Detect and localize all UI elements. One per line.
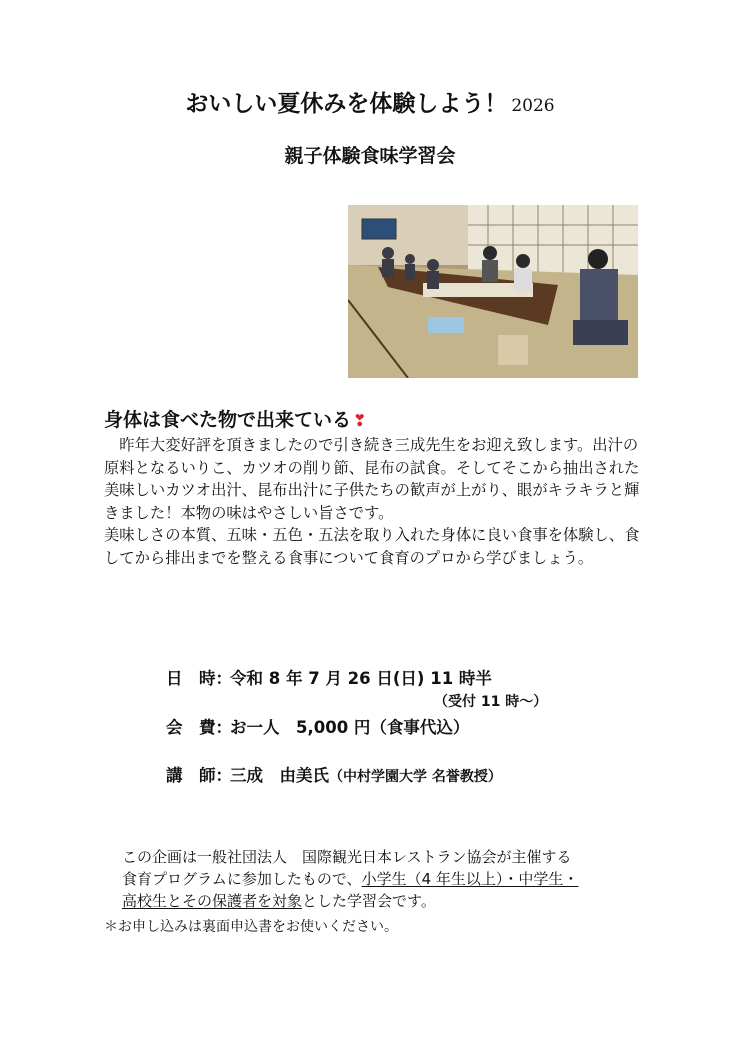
description-paragraph-2: 美味しさの本質、五味・五色・五法を取り入れた身体に良い食事を体験し、食してから排出までを整える食事について食育のプロから学びましょう。	[104, 526, 640, 567]
notice-line-2	[122, 868, 652, 890]
lecturer-affiliation: （中村学園大学 名誉教授）	[329, 769, 502, 785]
fee-row	[166, 714, 469, 738]
notice-line-2-underlined: 小学生（4 年生以上）・中学生・	[361, 870, 579, 888]
lecturer-value: 三成 由美氏	[230, 766, 329, 785]
page-subtitle: 親子体験食味学習会	[284, 145, 456, 167]
notice-line-2-plain: 食育プログラムに参加したもので、	[122, 870, 362, 888]
fee-label: 会 費：	[166, 718, 232, 737]
notice-line-1: この企画は一般社団法人 国際観光日本レストラン協会が主催する	[122, 848, 572, 866]
lecturer-label: 講 師：	[166, 766, 232, 785]
description	[104, 434, 644, 569]
title-text: おいしい夏休みを体験しよう！	[185, 91, 508, 117]
title-year: 2026	[511, 96, 555, 116]
reception-time: （受付 11 時～）	[434, 694, 548, 710]
date-value: 令和 8 年 7 月 26 日(日) 11 時半	[230, 669, 492, 688]
event-photo	[348, 205, 638, 378]
fee-value: お一人 5,000 円（食事代込）	[230, 718, 470, 737]
page-title	[0, 85, 740, 118]
heart-icon: ❣	[353, 411, 367, 430]
section-heading	[104, 405, 366, 432]
date-row	[166, 665, 492, 689]
heading-text: 身体は食べた物で出来ている	[104, 409, 352, 431]
lecturer-row	[166, 762, 502, 786]
notice-line-3-plain: とした学習会です。	[302, 892, 436, 910]
description-paragraph-1: 昨年大変好評を頂きましたので引き続き三成先生をお迎え致します。出汁の原料となるいりこ、カツオの削り節、昆布の試食。そしてそこから抽出された美味しいカツオ出汁、昆布出汁に子供たちの歓声が上がり、眼がキラキラと輝きました！本物の味はやさしい旨さです。	[104, 436, 640, 522]
application-footnote: ＊お申し込みは裏面申込書をお使いください。	[104, 919, 398, 935]
notice-block	[122, 846, 652, 912]
photo-icon	[348, 205, 638, 378]
date-label: 日 時：	[166, 669, 232, 688]
notice-line-3-underlined: 高校生とその保護者を対象	[122, 892, 303, 910]
notice-line-3	[122, 890, 652, 912]
